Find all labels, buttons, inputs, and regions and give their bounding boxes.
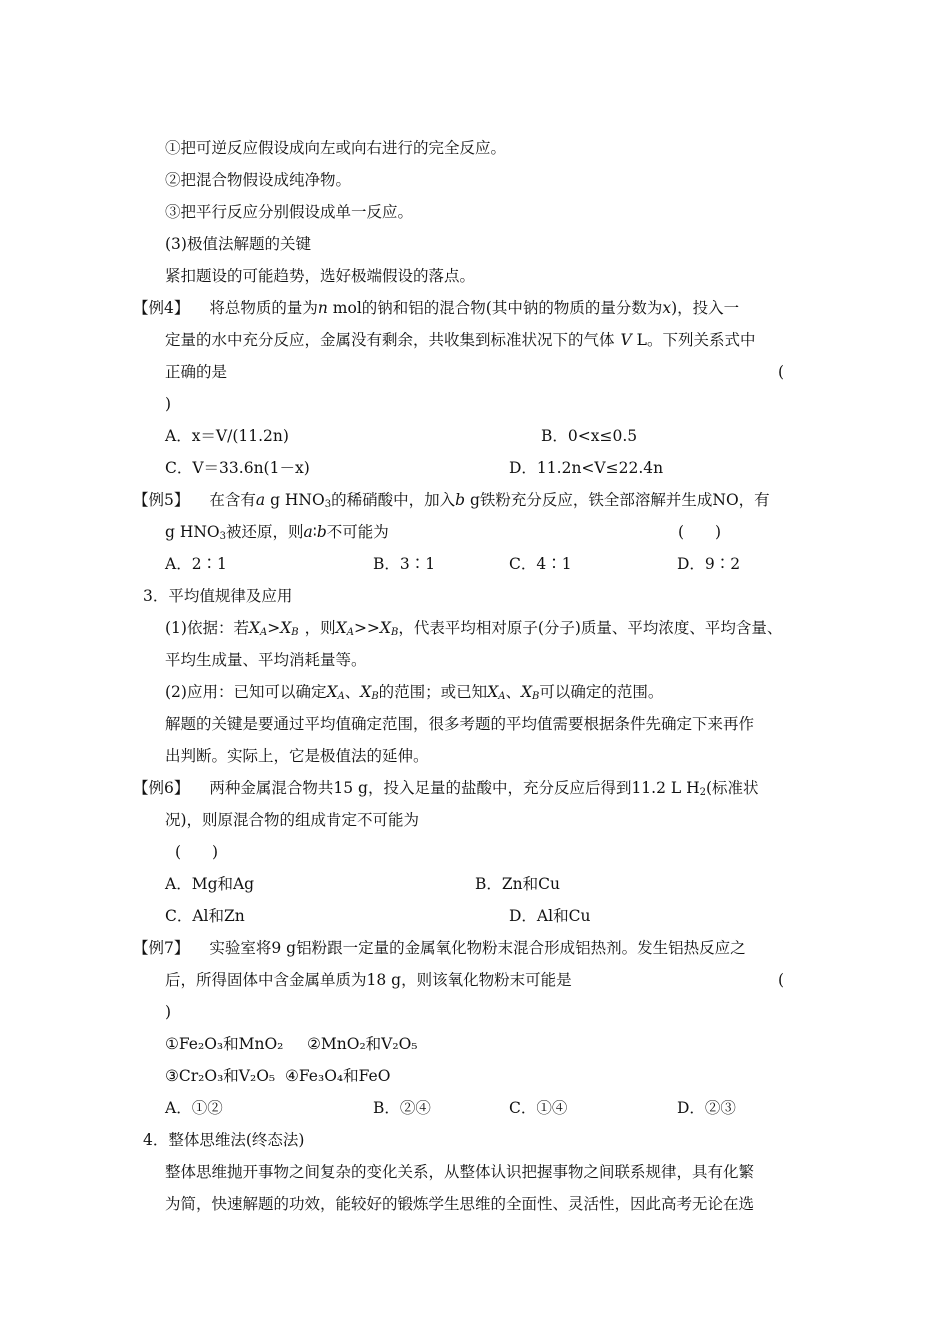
example-5-text: 的稀硝酸中，加入 [331, 491, 456, 509]
option-c: C．4∶1 [509, 555, 572, 573]
example-4-text: mol的钠和铝的混合物(其中钠的物质的量分数为 [327, 299, 663, 317]
answer-paren: ( ) [678, 523, 722, 541]
example-5-text: ∶ [312, 523, 317, 541]
section-3-text: (1)依据：若 [165, 619, 249, 637]
example-4-text: )，投入一 [671, 299, 740, 317]
option-b: B．②④ [373, 1099, 431, 1117]
key-heading: (3)极值法解题的关键 [165, 235, 311, 253]
assumption-3: ③把平行反应分别假设成单一反应。 [165, 203, 414, 221]
section-3-p3-line-1: 解题的关键是要通过平均值确定范围，很多考题的平均值需要根据条件先确定下来再作 [165, 715, 755, 733]
subscript: 3 [219, 531, 227, 542]
section-3-text: (2)应用：已知可以确定 [165, 683, 327, 701]
formula-xa: $X_A$ [487, 683, 506, 702]
option-a: A．x＝V/(11.2n) [165, 427, 289, 445]
var-a: a [303, 523, 313, 541]
example-5-text: g铁粉充分反应，铁全部溶解并生成NO，有 [465, 491, 770, 509]
assumption-1: ①把可逆反应假设成向左或向右进行的完全反应。 [165, 139, 507, 157]
section-3-p1-line-1 [165, 618, 782, 638]
section-3-text: ，代表平均相对原子(分子)质量、平均浓度、平均含量、 [398, 619, 783, 637]
formula-xa: $X_A$ [326, 683, 345, 702]
example-5-text: 不可能为 [326, 523, 389, 541]
answer-paren-close: ) [165, 1003, 172, 1021]
option-c: C．①④ [509, 1099, 568, 1117]
section-3-text: 可以确定的范围。 [539, 683, 664, 701]
example-4-line-2 [165, 330, 755, 350]
section-4-line-2: 为简，快速解题的功效，能较好的锻炼学生思维的全面性、灵活性，因此高考无论在选 [165, 1195, 755, 1213]
option-b: B．3∶1 [373, 555, 436, 573]
section-3-text: ，则 [304, 619, 336, 637]
formula-xb: $X_B$ [520, 683, 540, 702]
example-5-text: g HNO [165, 523, 220, 541]
example-5-line-1 [133, 490, 770, 510]
section-3-text: 、 [505, 683, 521, 701]
section-3-text: 、 [344, 683, 361, 701]
example-4-text: 定量的水中充分反应，金属没有剩余，共收集到标准状况下的气体 [165, 331, 615, 349]
example-6-text: (标准状 [706, 779, 759, 797]
example-6-line-1 [133, 778, 759, 798]
example-7-label: 【例7】 [133, 939, 190, 957]
option-d: D．11.2n<V≤22.4n [509, 459, 664, 477]
example-6-label: 【例6】 [133, 779, 190, 797]
section-3-p1-line-2: 平均生成量、平均消耗量等。 [165, 651, 367, 669]
choice-2: ②MnO₂和V₂O₅ [307, 1035, 418, 1053]
answer-paren-open: ( [778, 971, 785, 989]
option-b: B．0<x≤0.5 [541, 427, 638, 445]
option-a: A．2∶1 [165, 555, 227, 573]
example-5-label: 【例5】 [133, 491, 190, 509]
example-7-text: 实验室将9 g铝粉跟一定量的金属氧化物粉末混合形成铝热剂。发生铝热反应之 [209, 939, 746, 957]
example-5-text: 被还原，则 [226, 523, 304, 541]
section-3-p3-line-2: 出判断。实际上，它是极值法的延伸。 [165, 747, 429, 765]
answer-paren: ( ) [175, 843, 219, 861]
section-4-line-1: 整体思维抛开事物之间复杂的变化关系，从整体认识把握事物之间联系规律，具有化繁 [165, 1163, 755, 1181]
example-5-text: g HNO [265, 491, 325, 509]
example-4-line-3: 正确的是 [165, 363, 228, 381]
example-5-text: 在含有 [209, 491, 256, 509]
section-3-text: 的范围；或已知 [378, 683, 488, 701]
example-7-line-2: 后，所得固体中含金属单质为18 g，则该氧化物粉末可能是 [165, 971, 572, 989]
choice-1: ①Fe₂O₃和MnO₂ [165, 1035, 284, 1053]
subscript: 3 [324, 499, 332, 510]
section-4-title: 4．整体思维法(终态法) [143, 1131, 305, 1149]
example-4-line-1 [133, 298, 739, 318]
example-4-text: L。下列关系式中 [631, 331, 756, 349]
example-6-line-2: 况)，则原混合物的组成肯定不可能为 [165, 811, 420, 829]
option-d: D．9∶2 [677, 555, 741, 573]
var-n: n [317, 299, 328, 317]
option-d: D．②③ [677, 1099, 736, 1117]
choice-4: ④Fe₃O₄和FeO [285, 1067, 391, 1085]
example-4-label: 【例4】 [133, 299, 190, 317]
example-7-line-1 [133, 938, 746, 958]
option-b: B．Zn和Cu [475, 875, 560, 893]
choice-3: ③Cr₂O₃和V₂O₅ [165, 1067, 276, 1085]
var-v: V [620, 331, 632, 349]
var-b: b [455, 491, 466, 509]
answer-paren-open: ( [778, 363, 785, 381]
answer-paren-close: ) [165, 395, 172, 413]
section-3-p2 [165, 682, 663, 702]
var-x: x [662, 299, 672, 317]
example-5-line-2 [165, 522, 389, 542]
option-a: A．①② [165, 1099, 223, 1117]
example-4-text: 将总物质的量为 [209, 299, 318, 317]
formula-xa-gt-xb: $X_A>X_B$ [248, 619, 299, 638]
formula-xb: $X_B$ [360, 683, 379, 702]
option-d: D．Al和Cu [509, 907, 591, 925]
var-b: b [316, 523, 327, 541]
option-a: A．Mg和Ag [165, 875, 255, 893]
subscript: 2 [699, 787, 706, 798]
option-c: C．Al和Zn [165, 907, 245, 925]
assumption-2: ②把混合物假设成纯净物。 [165, 171, 352, 189]
key-text: 紧扣题设的可能趋势，选好极端假设的落点。 [165, 267, 476, 285]
option-c: C．V＝33.6n(1－x) [165, 459, 310, 477]
example-6-text: 两种金属混合物共15 g，投入足量的盐酸中，充分反应后得到11.2 L H [209, 779, 700, 797]
section-3-title: 3．平均值规律及应用 [143, 587, 293, 605]
var-a: a [255, 491, 266, 509]
formula-xa-gg-xb: $X_A>>X_B$ [335, 619, 399, 638]
